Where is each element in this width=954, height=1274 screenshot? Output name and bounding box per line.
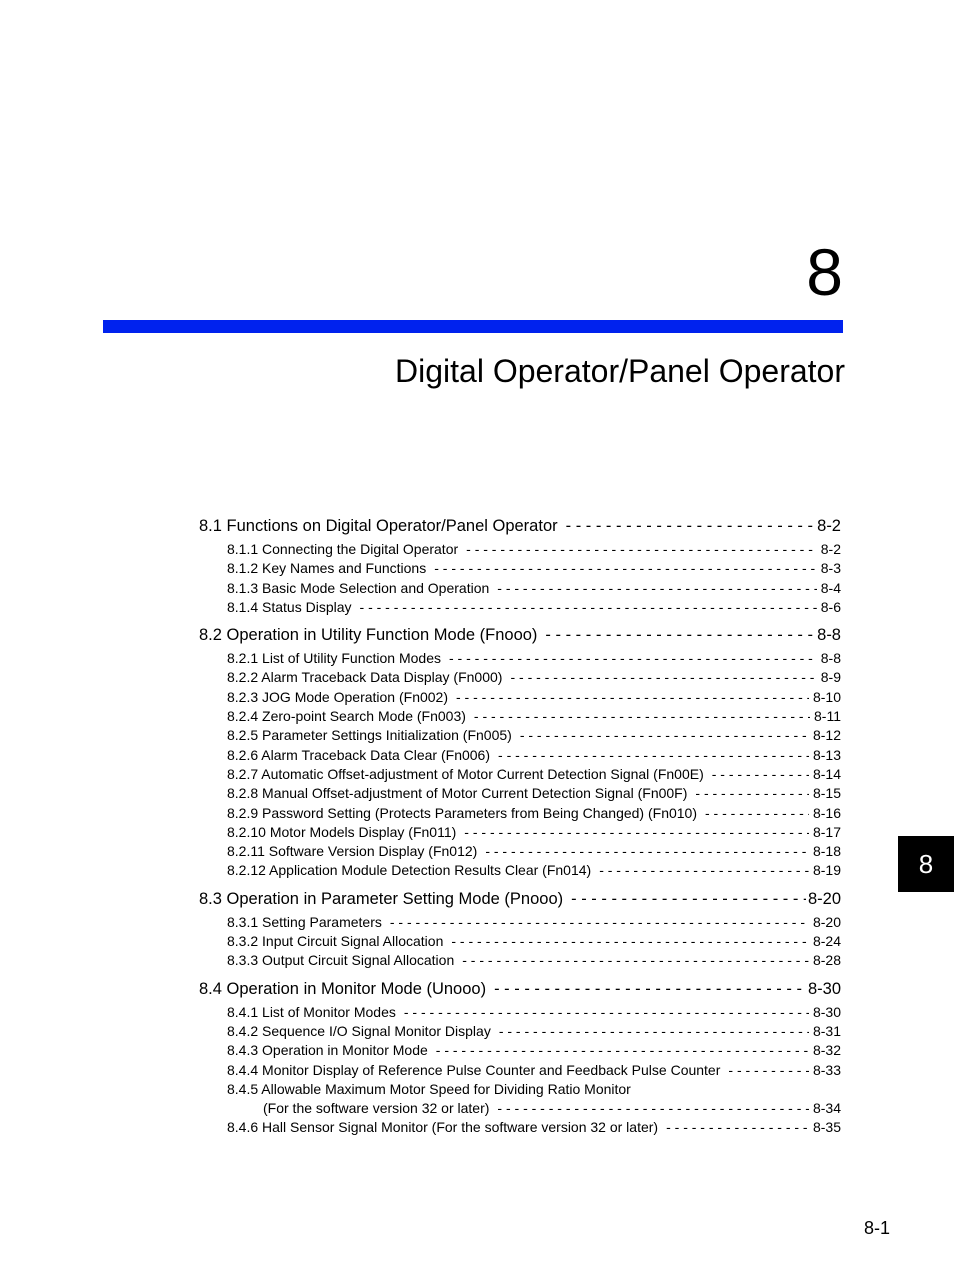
toc-subentry[interactable] bbox=[199, 668, 841, 687]
toc-subentry-page: 8-30 bbox=[812, 1003, 841, 1020]
toc-subentry-title: 8.2.2 Alarm Traceback Data Display (Fn000) bbox=[227, 669, 503, 686]
toc-entry[interactable] bbox=[199, 885, 841, 913]
toc-subentry[interactable] bbox=[199, 1041, 841, 1060]
toc-subentry-page: 8-31 bbox=[812, 1022, 841, 1039]
toc-subentry-title: 8.2.6 Alarm Traceback Data Clear (Fn006) bbox=[227, 746, 491, 763]
toc-subentry-title: 8.4.1 List of Monitor Modes bbox=[227, 1003, 396, 1020]
toc-subentry-title: 8.2.5 Parameter Settings Initialization (Fn005) bbox=[227, 727, 512, 744]
toc-leader bbox=[464, 823, 809, 842]
toc-subentry-title: 8.2.10 Motor Models Display (Fn011) bbox=[227, 823, 457, 840]
toc-subentry-page: 8-6 bbox=[820, 598, 841, 615]
toc-entry-title: 8.2 Operation in Utility Function Mode (Fnooo) bbox=[199, 626, 538, 645]
toc-subentry-continuation[interactable] bbox=[199, 1099, 841, 1118]
toc-subentry-page: 8-9 bbox=[820, 669, 841, 686]
toc-subentry[interactable] bbox=[199, 559, 841, 578]
toc-entry-page: 8-8 bbox=[817, 626, 841, 645]
toc-subentry[interactable] bbox=[199, 823, 841, 842]
toc-leader bbox=[449, 649, 817, 668]
toc-leader bbox=[728, 1061, 809, 1080]
toc-leader bbox=[705, 804, 809, 823]
toc-subentry-page: 8-17 bbox=[812, 823, 841, 840]
toc-subentry-title-continuation: (For the software version 32 or later) bbox=[263, 1100, 490, 1117]
toc-entry[interactable] bbox=[199, 975, 841, 1003]
toc-subentry-page: 8-34 bbox=[812, 1100, 841, 1117]
toc-leader bbox=[510, 668, 816, 687]
toc-subentry[interactable] bbox=[199, 688, 841, 707]
toc-subentry[interactable] bbox=[199, 598, 841, 617]
toc-subentry[interactable] bbox=[199, 784, 841, 803]
toc-leader bbox=[451, 932, 809, 951]
toc-entry-page: 8-30 bbox=[807, 979, 841, 998]
toc-subentry[interactable] bbox=[199, 540, 841, 559]
toc-subentry-title: 8.4.2 Sequence I/O Signal Monitor Display bbox=[227, 1022, 491, 1039]
toc-entry-title: 8.3 Operation in Parameter Setting Mode (Pnooo) bbox=[199, 889, 564, 908]
toc-subentry-page: 8-10 bbox=[812, 688, 841, 705]
toc-subentry-title: 8.4.3 Operation in Monitor Mode bbox=[227, 1042, 428, 1059]
toc-subentry[interactable] bbox=[199, 746, 841, 765]
toc-subentry-page: 8-3 bbox=[820, 560, 841, 577]
toc-subentry[interactable] bbox=[199, 726, 841, 745]
toc-section bbox=[199, 885, 841, 971]
toc-leader bbox=[390, 913, 809, 932]
toc-subentry-title: 8.4.6 Hall Sensor Signal Monitor (For the software version 32 or later) bbox=[227, 1119, 659, 1136]
toc-leader bbox=[497, 579, 816, 598]
toc-leader bbox=[474, 707, 810, 726]
toc-subentry-page: 8-20 bbox=[812, 913, 841, 930]
toc-subentry[interactable] bbox=[199, 951, 841, 970]
toc-subentry-title: 8.3.3 Output Circuit Signal Allocation bbox=[227, 952, 455, 969]
toc-subentry-page: 8-33 bbox=[812, 1061, 841, 1078]
toc-leader bbox=[456, 688, 809, 707]
toc-subentry[interactable] bbox=[199, 1022, 841, 1041]
toc-subentry-title: 8.4.5 Allowable Maximum Motor Speed for Dividing Ratio Monitor bbox=[227, 1080, 631, 1097]
toc-subentry-title: 8.2.12 Application Module Detection Results Clear (Fn014) bbox=[227, 862, 592, 879]
toc-subentry-page: 8-4 bbox=[820, 579, 841, 596]
toc-subentry[interactable] bbox=[199, 861, 841, 880]
toc-subentry-title: 8.2.3 JOG Mode Operation (Fn002) bbox=[227, 688, 448, 705]
toc-entry-page: 8-20 bbox=[807, 889, 841, 908]
toc-section bbox=[199, 621, 841, 881]
toc-subentry[interactable] bbox=[199, 932, 841, 951]
toc-entry-title: 8.4 Operation in Monitor Mode (Unooo) bbox=[199, 979, 487, 998]
toc-subentry[interactable] bbox=[199, 1061, 841, 1080]
toc-leader bbox=[462, 951, 809, 970]
toc-subentry-page: 8-16 bbox=[812, 804, 841, 821]
toc-subentry-page: 8-8 bbox=[820, 650, 841, 667]
toc-leader bbox=[497, 1099, 809, 1118]
toc-subentry-page: 8-18 bbox=[812, 843, 841, 860]
chapter-bar bbox=[103, 320, 843, 333]
toc-subentry-title: 8.4.4 Monitor Display of Reference Pulse Counter and Feedback Pulse Counter bbox=[227, 1061, 721, 1078]
toc-subentry-title: 8.2.9 Password Setting (Protects Parameters from Being Changed) (Fn010) bbox=[227, 804, 697, 821]
toc-subentry-page: 8-13 bbox=[812, 746, 841, 763]
table-of-contents bbox=[199, 512, 841, 1138]
toc-subentry-title: 8.3.1 Setting Parameters bbox=[227, 913, 382, 930]
toc-entry-page: 8-2 bbox=[817, 517, 841, 535]
toc-subentry-page: 8-24 bbox=[812, 933, 841, 950]
toc-entry[interactable] bbox=[199, 512, 841, 540]
toc-subentry[interactable] bbox=[199, 707, 841, 726]
toc-leader bbox=[498, 746, 809, 765]
toc-leader bbox=[360, 598, 817, 617]
toc-subentry[interactable] bbox=[199, 765, 841, 784]
toc-leader bbox=[436, 1041, 809, 1060]
toc-subentry-page: 8-11 bbox=[814, 708, 841, 725]
toc-leader bbox=[494, 975, 806, 1003]
toc-leader bbox=[485, 842, 809, 861]
toc-subentry[interactable] bbox=[199, 804, 841, 823]
toc-leader bbox=[434, 559, 817, 578]
toc-subentry-page: 8-2 bbox=[820, 541, 841, 557]
toc-leader bbox=[666, 1118, 809, 1137]
toc-entry-title: 8.1 Functions on Digital Operator/Panel Operator bbox=[199, 517, 558, 535]
toc-leader bbox=[712, 765, 809, 784]
toc-subentry[interactable] bbox=[199, 1118, 841, 1137]
toc-subentry[interactable] bbox=[199, 579, 841, 598]
toc-section bbox=[199, 512, 841, 617]
toc-entry[interactable] bbox=[199, 621, 841, 649]
toc-subentry-page: 8-12 bbox=[812, 727, 841, 744]
toc-leader bbox=[499, 1022, 809, 1041]
toc-leader bbox=[545, 621, 815, 649]
toc-subentry-title: 8.2.11 Software Version Display (Fn012) bbox=[227, 843, 478, 860]
toc-leader bbox=[520, 726, 809, 745]
toc-leader bbox=[599, 861, 809, 880]
toc-subentry-title: 8.2.1 List of Utility Function Modes bbox=[227, 650, 441, 667]
toc-subentry-page: 8-19 bbox=[812, 862, 841, 879]
toc-subentry-title: 8.1.4 Status Display bbox=[227, 598, 352, 615]
chapter-side-tab: 8 bbox=[898, 836, 954, 892]
toc-subentry-title: 8.1.2 Key Names and Functions bbox=[227, 560, 427, 577]
toc-subentry-page: 8-32 bbox=[812, 1042, 841, 1059]
toc-subentry-page: 8-15 bbox=[812, 785, 841, 802]
chapter-number: 8 bbox=[806, 235, 843, 309]
page-number: 8-1 bbox=[863, 1218, 890, 1238]
toc-section bbox=[199, 975, 841, 1138]
toc-leader bbox=[404, 1003, 809, 1022]
toc-subentry-title: 8.1.1 Connecting the Digital Operator bbox=[227, 541, 459, 557]
toc-subentry-page: 8-28 bbox=[812, 952, 841, 969]
toc-leader bbox=[566, 512, 816, 540]
toc-subentry-title: 8.1.3 Basic Mode Selection and Operation bbox=[227, 579, 490, 596]
toc-leader bbox=[466, 540, 817, 559]
toc-subentry-title: 8.2.4 Zero-point Search Mode (Fn003) bbox=[227, 708, 466, 725]
toc-subentry[interactable] bbox=[199, 913, 841, 932]
toc-subentry-page: 8-14 bbox=[812, 765, 841, 782]
toc-leader bbox=[695, 784, 809, 803]
toc-subentry-title: 8.2.7 Automatic Offset-adjustment of Motor Current Detection Signal (Fn00E) bbox=[227, 765, 704, 782]
toc-subentry-title: 8.3.2 Input Circuit Signal Allocation bbox=[227, 933, 444, 950]
chapter-title: Digital Operator/Panel Operator bbox=[395, 353, 845, 389]
toc-leader bbox=[571, 885, 806, 913]
toc-subentry[interactable] bbox=[199, 1080, 841, 1099]
toc-subentry[interactable] bbox=[199, 1003, 841, 1022]
toc-subentry[interactable] bbox=[199, 649, 841, 668]
toc-subentry[interactable] bbox=[199, 842, 841, 861]
toc-subentry-title: 8.2.8 Manual Offset-adjustment of Motor Current Detection Signal (Fn00F) bbox=[227, 785, 688, 802]
toc-subentry-page: 8-35 bbox=[812, 1119, 841, 1136]
